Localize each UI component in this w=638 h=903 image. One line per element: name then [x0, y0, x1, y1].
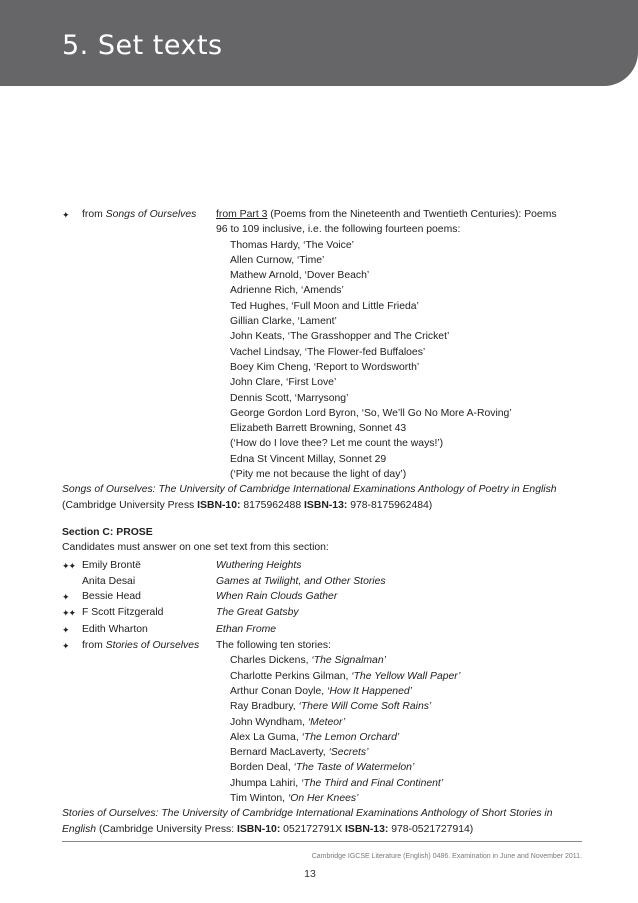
poem-item: Elizabeth Barrett Browning, Sonnet 43 — [230, 423, 407, 435]
prose-title: Ethan Frome — [216, 623, 277, 635]
story-author: Arthur Conan Doyle, — [230, 685, 328, 697]
poem-item: Mathew Arnold, ‘Dover Beach’ — [230, 270, 370, 282]
poem-item: Adrienne Rich, ‘Amends’ — [230, 285, 344, 297]
story-title: ‘There Will Come Soft Rains’ — [298, 701, 432, 713]
story-title: ‘Meteor’ — [307, 716, 346, 728]
prose-text-list — [62, 558, 582, 638]
prose-text-item — [62, 622, 582, 638]
story-title: ‘How It Happened’ — [327, 685, 412, 697]
story-title: ‘The Third and Final Continent’ — [301, 777, 444, 789]
stories-collection-label: from Stories of Ourselves — [82, 640, 200, 652]
prose-author: Bessie Head — [82, 591, 141, 603]
story-author: John Wyndham, — [230, 716, 308, 728]
prose-author: Edith Wharton — [82, 623, 148, 635]
story-item — [230, 791, 582, 806]
poem-item: Thomas Hardy, ‘The Voice’ — [230, 239, 354, 251]
section-heading: Section C: PROSE — [62, 526, 153, 538]
part-link[interactable]: from Part 3 — [216, 209, 268, 220]
poem-item: John Clare, ‘First Love’ — [230, 377, 337, 389]
story-item — [230, 730, 582, 745]
stories-anthology-citation: Stories of Ourselves: The University of Cambridge International Examinations Anthology of Short Stories in English (Cambridge University Press: ISBN-10: 052172791X ISBN-13: 978-0521727914) — [62, 808, 553, 835]
story-list — [216, 653, 582, 806]
poem-item: Allen Curnow, ‘Time’ — [230, 254, 325, 266]
header-banner — [0, 0, 638, 86]
poem-item: Dennis Scott, ‘Marrysong’ — [230, 392, 349, 404]
story-author: Charlotte Perkins Gilman, — [230, 670, 352, 682]
poem-item: Vachel Lindsay, ‘The Flower-fed Buffaloes’ — [230, 346, 426, 358]
poetry-collection-label: from Songs of Ourselves — [82, 209, 197, 220]
story-item — [230, 699, 582, 714]
set-texts-content — [62, 207, 582, 837]
page-title: 5. Set texts — [62, 30, 223, 61]
star-icon — [62, 574, 82, 575]
poetry-entry — [62, 207, 582, 482]
story-author: Borden Deal, — [230, 762, 294, 774]
prose-title: The Great Gatsby — [216, 607, 299, 619]
story-title: ‘The Taste of Watermelon’ — [293, 762, 415, 774]
story-item — [230, 745, 582, 760]
poem-item: Ted Hughes, ‘Full Moon and Little Frieda’ — [230, 300, 419, 312]
story-title: ‘The Yellow Wall Paper’ — [351, 670, 461, 682]
story-author: Tim Winton, — [230, 792, 288, 804]
story-item — [230, 684, 582, 699]
poem-item: (‘Pity me not because the light of day’) — [230, 469, 407, 481]
story-author: Alex La Guma, — [230, 731, 302, 743]
story-item — [230, 653, 582, 668]
star-icon: ✦✦ — [62, 560, 76, 571]
story-title: ‘The Signalman’ — [311, 655, 386, 667]
story-author: Charles Dickens, — [230, 655, 312, 667]
prose-text-item — [62, 574, 582, 589]
poem-item: George Gordon Lord Byron, ‘So, We’ll Go No More A-Roving’ — [230, 407, 512, 419]
poetry-details: from Part 3 (Poems from the Nineteenth and Twentieth Centuries): Poems 96 to 109 inclusive, i.e. the following fourteen poems: Thomas Hardy, ‘The Voice’ Allen Curnow, ‘Time’ Mathew Arnold, ‘Dover Beach’ Adrienne Rich, ‘Amends’ Ted Hughes, ‘Full Moon and Little Frieda’ Gillian Clarke, ‘Lament’ John Keats, ‘The Grasshopper and The Cricket’ Vachel Lindsay, ‘The Flower-fed Buffaloes’ Boey Kim Cheng, ‘Report to Wordsworth’ John Clare, ‘First Love’ Dennis Scott, ‘Marrysong’ George Gordon Lord Byron, ‘So, We’ll Go No More A-Roving’ Elizabeth Barrett Browning, Sonnet 43 (‘How do I love thee? Let me count the ways!’) Edna St Vincent Millay, Sonnet 29 (‘Pity me not because the light of day’) — [216, 207, 582, 482]
story-item — [230, 669, 582, 684]
prose-text-item — [62, 589, 582, 605]
prose-text-item — [62, 558, 582, 574]
page-number: 13 — [304, 868, 316, 880]
prose-author: Emily Brontë — [82, 559, 141, 571]
footer-divider — [62, 841, 582, 842]
story-item — [230, 760, 582, 775]
footer-text: Cambridge IGCSE Literature (English) 0486. Examination in June and November 2011. — [311, 853, 582, 860]
prose-author: F Scott Fitzgerald — [82, 607, 164, 619]
section-instruction: Candidates must answer on one set text from this section: — [62, 542, 329, 554]
prose-title: When Rain Clouds Gather — [216, 591, 338, 603]
story-item — [230, 715, 582, 730]
prose-title: Games at Twilight, and Other Stories — [216, 575, 386, 587]
star-icon: ✦ — [62, 592, 69, 603]
poem-item: Boey Kim Cheng, ‘Report to Wordsworth’ — [230, 361, 420, 373]
poem-item: (‘How do I love thee? Let me count the ways!’) — [230, 438, 444, 450]
poetry-anthology-citation: Songs of Ourselves: The University of Cambridge International Examinations Anthology of Poetry in English (Cambridge University Press ISBN-10: 8175962488 ISBN-13: 978-8175962484) — [62, 484, 557, 511]
poem-item: Gillian Clarke, ‘Lament’ — [230, 316, 337, 328]
poem-item: Edna St Vincent Millay, Sonnet 29 — [230, 453, 387, 465]
story-author: Ray Bradbury, — [230, 701, 299, 713]
star-icon: ✦✦ — [62, 608, 76, 619]
story-title: ‘The Lemon Orchard’ — [301, 731, 400, 743]
star-icon: ✦ — [62, 641, 70, 652]
prose-title: Wuthering Heights — [216, 559, 302, 571]
stories-entry — [62, 638, 582, 806]
story-title: ‘On Her Knees’ — [287, 792, 359, 804]
prose-text-item — [62, 605, 582, 621]
story-author: Bernard MacLaverty, — [230, 747, 329, 759]
story-item — [230, 776, 582, 791]
star-icon: ✦ — [62, 624, 69, 635]
prose-author: Anita Desai — [82, 575, 136, 587]
stories-details: The following ten stories: Charles Dickens, ‘The Signalman’ Charlotte Perkins Gilman, ‘The Yellow Wall Paper’ Arthur Conan Doyle, ‘How It Happened’ Ray Bradbury, ‘There Will Come Soft Rains’ John Wyndham, ‘Meteor’ Alex La Guma, ‘The Lemon Orchard’ Bernard MacLaverty, ‘Secrets’ Borden Deal, ‘The Taste of Watermelon’ Jhumpa Lahiri, ‘The Third and Final Continent’ Tim Winton, ‘On Her Knees’ — [216, 638, 582, 806]
poem-list — [216, 238, 582, 483]
story-author: Jhumpa Lahiri, — [230, 777, 302, 789]
poem-item: John Keats, ‘The Grasshopper and The Cricket’ — [230, 331, 450, 343]
story-title: ‘Secrets’ — [328, 747, 369, 759]
star-icon: ✦ — [62, 210, 70, 220]
